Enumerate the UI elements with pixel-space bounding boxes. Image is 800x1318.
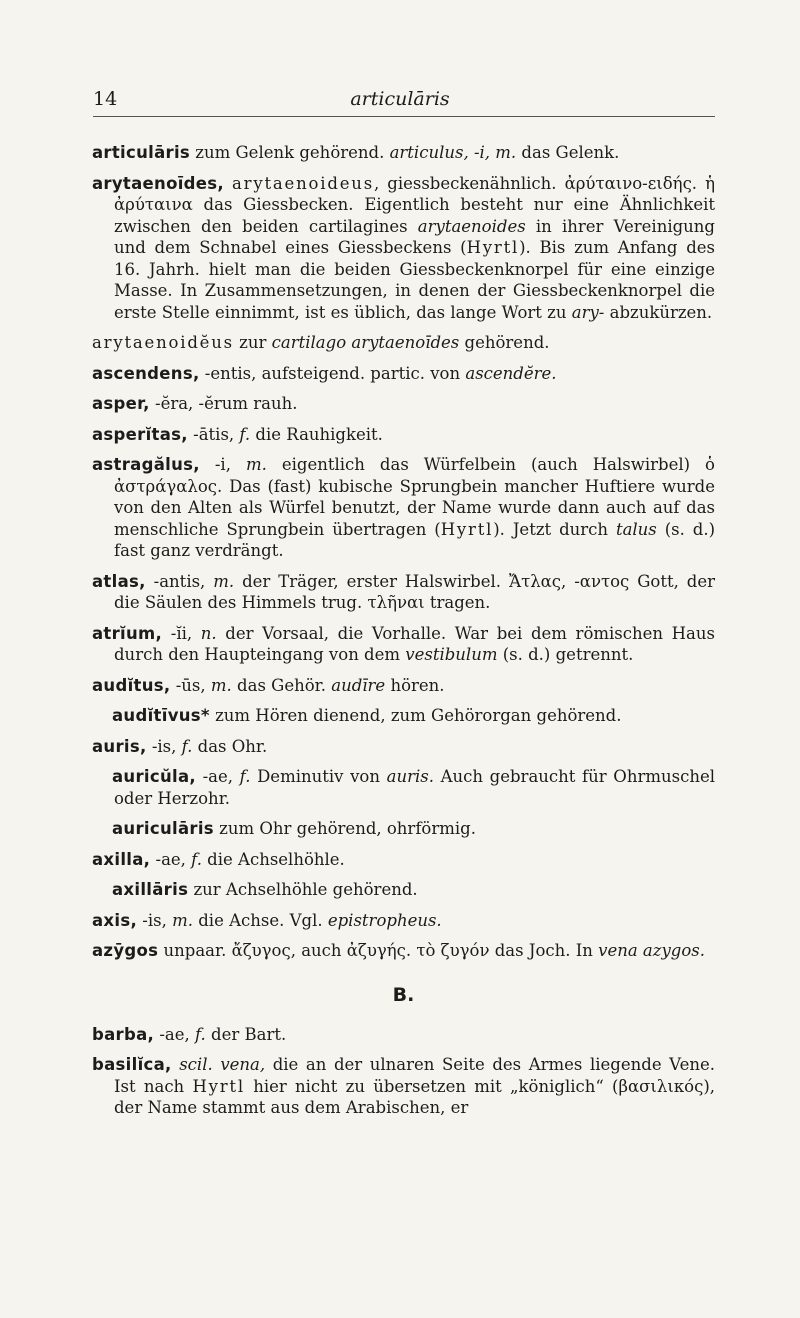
dictionary-entry — [92, 173, 715, 324]
entry-text: (s. d.) fast ganz verdrängt. — [114, 519, 716, 560]
entry-italic-text: articulus, -i, m. — [389, 143, 517, 162]
entry-text: -antis, — [145, 571, 214, 591]
entry-italic-text: talus — [615, 519, 657, 539]
section-letter: B. — [392, 983, 415, 1006]
entry-italic-text: audīre — [331, 675, 386, 695]
entry-headword: auris, — [92, 736, 147, 756]
entry-headword: asperĭtas, — [92, 424, 188, 444]
entry-headword: auricŭla, — [112, 767, 196, 786]
entry-text: gehörend. — [459, 333, 550, 352]
entry-headword: axilla, — [92, 849, 151, 869]
dictionary-entry — [92, 571, 715, 614]
entry-text: -ūs, — [170, 675, 211, 695]
entry-italic-text: m. — [172, 910, 193, 930]
dictionary-entry — [92, 766, 715, 809]
entry-text: (s. d.) getrennt. — [497, 645, 634, 664]
entry-italic-text: n. — [200, 623, 217, 643]
entry-italic-text: auris. — [386, 767, 434, 786]
entry-text: die Achselhöhle. — [201, 849, 345, 869]
page-header — [0, 88, 800, 112]
entry-text: -i, — [199, 455, 246, 474]
entry-headword: atlas, — [92, 571, 146, 591]
entry-text: abzukürzen. — [604, 302, 713, 322]
dictionary-entry — [92, 363, 715, 385]
dictionary-entry — [92, 705, 715, 727]
entry-text: -ātis, — [187, 424, 240, 444]
entry-text: unpaar. ἄζυγος, auch ἀζυγής. τὸ ζυγόν das Joch. In — [158, 941, 599, 960]
dictionary-entry — [92, 424, 715, 446]
entry-text: -is, — [137, 910, 173, 930]
entry-italic-text: m. — [210, 675, 232, 695]
entry-text: -is, — [146, 736, 182, 756]
entry-text: ). Bis zum Anfang des 16. Jahrh. hielt man die beiden Giessbeckenknorpel für eine einzige Masse. In Zusammensetzungen, in denen der Giessbeckenknorpel die erste Stelle einnimmt, ist es üblich, das lange Wort zu — [114, 238, 715, 322]
entry-text: zum Ohr gehörend, ohrförmig. — [213, 819, 476, 838]
entry-text: das Gelenk. — [516, 143, 620, 162]
entry-text: zur Achselhöhle gehörend. — [188, 880, 418, 899]
dictionary-entry — [92, 1024, 715, 1046]
entry-text: zur — [233, 333, 272, 352]
entry-italic-text: m. — [213, 571, 235, 591]
dictionary-entry — [92, 1054, 715, 1119]
entry-spaced-text: Hyrtl — [440, 519, 494, 539]
entry-text: die Rauhigkeit. — [250, 424, 383, 444]
entry-headword: barba, — [92, 1024, 155, 1044]
header-rule — [93, 116, 715, 117]
page-number: 14 — [93, 88, 118, 110]
entry-headword: articulāris — [92, 143, 191, 162]
entry-text: der Bart. — [205, 1024, 287, 1044]
entry-text: -ae, — [195, 767, 240, 786]
entry-text: zum Hören dienend, zum Gehörorgan gehörend. — [209, 706, 622, 725]
entry-text: , giessbeckenähnlich. ἀρύταινο-ειδής. ἡ ἀρύταινα das Giessbecken. Eigentlich besteht nur eine Ähnlichkeit zwischen den beiden cartilagines — [114, 173, 715, 236]
entry-italic-text: arytaenoides — [417, 216, 526, 236]
entry-headword: axis, — [92, 910, 138, 930]
entry-text: der Vorsaal, die Vorhalle. War bei dem römischen Haus durch den Haupteingang von dem — [114, 623, 715, 664]
entry-italic-text: vestibulum — [405, 645, 498, 664]
entry-text: die Achse. Vgl. — [193, 910, 328, 930]
entry-text: -entis, aufsteigend. partic. von — [199, 363, 466, 383]
entry-italic-text: scil. vena, — [179, 1055, 266, 1074]
entry-text: -ĕra, -ĕrum rauh. — [149, 394, 298, 413]
entry-headword: auriculāris — [112, 819, 214, 838]
running-head: articulāris — [350, 88, 450, 110]
entry-list-a — [92, 142, 715, 962]
entry-text: die an der ulnaren Seite des Armes liegende Vene. Ist nach — [114, 1055, 715, 1096]
entry-headword: arytaenoīdes, — [92, 173, 224, 193]
entry-italic-text: f. — [239, 424, 251, 444]
entry-italic-text: f. — [195, 1024, 206, 1044]
entry-text: ). Jetzt durch — [493, 519, 616, 539]
entry-headword: basilĭca, — [92, 1055, 172, 1074]
entry-text: -ae, — [154, 1024, 196, 1044]
dictionary-entry — [92, 623, 715, 666]
entry-spaced-text: Hyrtl — [192, 1076, 245, 1096]
entry-italic-text: f. — [181, 736, 193, 756]
entry-spaced-text: arytaenoidĕus — [92, 333, 234, 352]
entry-text: zum Gelenk gehörend. — [190, 143, 390, 162]
dictionary-entry — [92, 849, 715, 871]
entry-italic-text: f. — [239, 767, 251, 786]
entry-text: das Gehör. — [231, 675, 332, 695]
entry-text: in ihrer Vereinigung und dem Schnabel eines Giessbeckens ( — [114, 216, 715, 257]
entry-italic-text: vena azygos. — [598, 941, 705, 960]
dictionary-entry — [92, 393, 715, 415]
dictionary-entry — [92, 818, 715, 840]
entry-text: hören. — [385, 675, 445, 695]
entry-text: das Ohr. — [192, 736, 268, 756]
entry-italic-text: f. — [191, 849, 202, 869]
dictionary-entry — [92, 940, 715, 962]
entry-text: -ĭi, — [162, 623, 201, 643]
dictionary-entry — [92, 910, 715, 932]
entry-headword: azȳgos — [92, 941, 159, 960]
entry-text: Deminutiv von — [250, 767, 387, 786]
entry-headword: asper, — [92, 394, 150, 413]
dictionary-entry — [92, 879, 715, 901]
entry-text: eigentlich das Würfelbein (auch Halswirbel) ὁ ἀστράγαλος. Das (fast) kubische Sprungbein mancher Huftiere wurde von den Alten als Würfel benutzt, der Name wurde dann auch auf das menschliche Sprungbein übertragen ( — [114, 455, 715, 539]
entry-headword: axillāris — [112, 880, 189, 899]
entry-spaced-text: Hyrtl — [466, 238, 520, 257]
dictionary-entry — [92, 675, 715, 697]
entry-text — [224, 174, 232, 193]
entry-list-b — [92, 1024, 715, 1119]
entry-headword: audĭtus, — [92, 675, 171, 695]
entry-italic-text: ascendĕre. — [465, 363, 557, 383]
entry-italic-text: cartilago arytaenoīdes — [271, 333, 460, 352]
entry-text: -ae, — [150, 849, 192, 869]
entry-italic-text: ary- — [571, 302, 605, 322]
entry-text: der Träger, erster Halswirbel. Ἄτλας, -αντος Gott, der die Säulen des Himmels trug. τλῆναι tragen. — [114, 571, 715, 612]
entry-spaced-text: arytaenoideus — [232, 173, 374, 193]
entry-italic-text: m. — [245, 455, 267, 474]
entry-headword: audĭtīvus* — [112, 706, 210, 725]
entry-headword: astragălus, — [92, 455, 200, 474]
entry-headword: ascendens, — [92, 363, 200, 383]
entries-body — [92, 142, 715, 1119]
entry-text: Auch gebraucht für Ohrmuschel oder Herzohr. — [114, 767, 715, 808]
entry-italic-text: epistropheus. — [327, 910, 442, 930]
dictionary-entry — [92, 454, 715, 562]
dictionary-entry — [92, 142, 715, 164]
dictionary-entry — [92, 332, 715, 354]
dictionary-entry — [92, 736, 715, 758]
entry-headword: atrĭum, — [92, 623, 163, 643]
entry-text: hier nicht zu übersetzen mit „königlich“ (βασιλικός), der Name stammt aus dem Arabischen, er — [114, 1076, 716, 1117]
